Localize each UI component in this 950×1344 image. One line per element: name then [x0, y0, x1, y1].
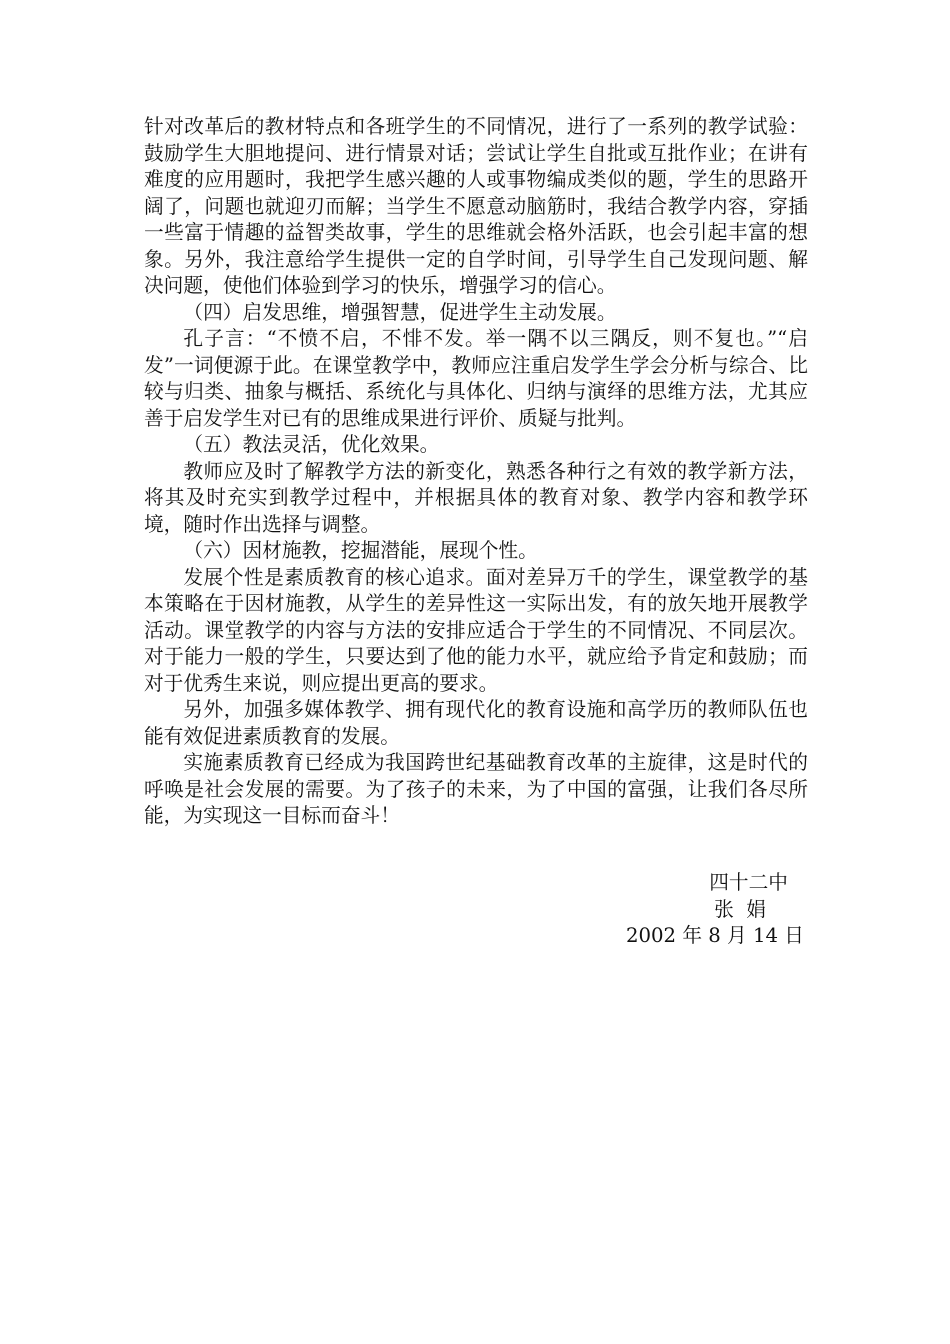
section-heading-six: （六）因材施教，挖掘潜能，展现个性。: [183, 539, 538, 562]
signature-block: [600, 870, 808, 950]
paragraph-conclusion: 实施素质教育已经成为我国跨世纪基础教育改革的主旋律，这是时代的呼唤是社会发展的需要。为了孩子的未来，为了中国的富强，让我们各尽所能，为实现这一目标而奋斗！: [144, 751, 808, 827]
section-heading-five: （五）教法灵活，优化效果。: [183, 433, 440, 456]
signature-school: 四十二中: [709, 871, 788, 894]
signature-date: 2002 年 8 月 14 日: [625, 924, 804, 947]
paragraph-individuality: 发展个性是素质教育的核心追求。面对差异万千的学生，课堂教学的基本策略在于因材施教，从学生的差异性这一实际出发，有的放矢地开展教学活动。课堂教学的内容与方法的安排应适合于学生的不同情况、不同层次。对于能力一般的学生，只要达到了他的能力水平，就应给予肯定和鼓励；而对于优秀生来说，则应提出更高的要求。: [144, 565, 808, 695]
section-heading-four: （四）启发思维，增强智慧，促进学生主动发展。: [183, 300, 617, 324]
paragraph-multimedia: 另外，加强多媒体教学、拥有现代化的教育设施和高学历的教师队伍也能有效促进素质教育的发展。: [144, 698, 808, 748]
document-body: [144, 114, 808, 830]
paragraph-teaching-experiments: 针对改革后的教材特点和各班学生的不同情况，进行了一系列的教学试验：鼓励学生大胆地提问、进行情景对话；尝试让学生自批或互批作业；在讲有难度的应用题时，我把学生感兴趣的人或事物编成类似的题，学生的思路开阔了，问题也就迎刃而解；当学生不愿意动脑筋时，我结合教学内容，穿插一些富于情趣的益智类故事，学生的思维就会格外活跃，也会引起丰富的想象。另外，我注意给学生提供一定的自学时间，引导学生自己发现问题、解决问题，使他们体验到学习的快乐，增强学习的信心。: [144, 115, 808, 297]
paragraph-confucius-quote: 孔子言：“不愤不启，不悱不发。举一隅不以三隅反，则不复也。”“启发”一词便源于此。在课堂教学中，教师应注重启发学生学会分析与综合、比较与归类、抽象与概括、系统化与具体化、归纳与演绎的思维方法，尤其应善于启发学生对已有的思维成果进行评价、质疑与批判。: [144, 327, 808, 430]
paragraph-teaching-methods: 教师应及时了解教学方法的新变化，熟悉各种行之有效的教学新方法，将其及时充实到教学过程中，并根据具体的教育对象、教学内容和教学环境，随时作出选择与调整。: [144, 459, 808, 536]
signature-author: 张 娟: [714, 897, 766, 921]
